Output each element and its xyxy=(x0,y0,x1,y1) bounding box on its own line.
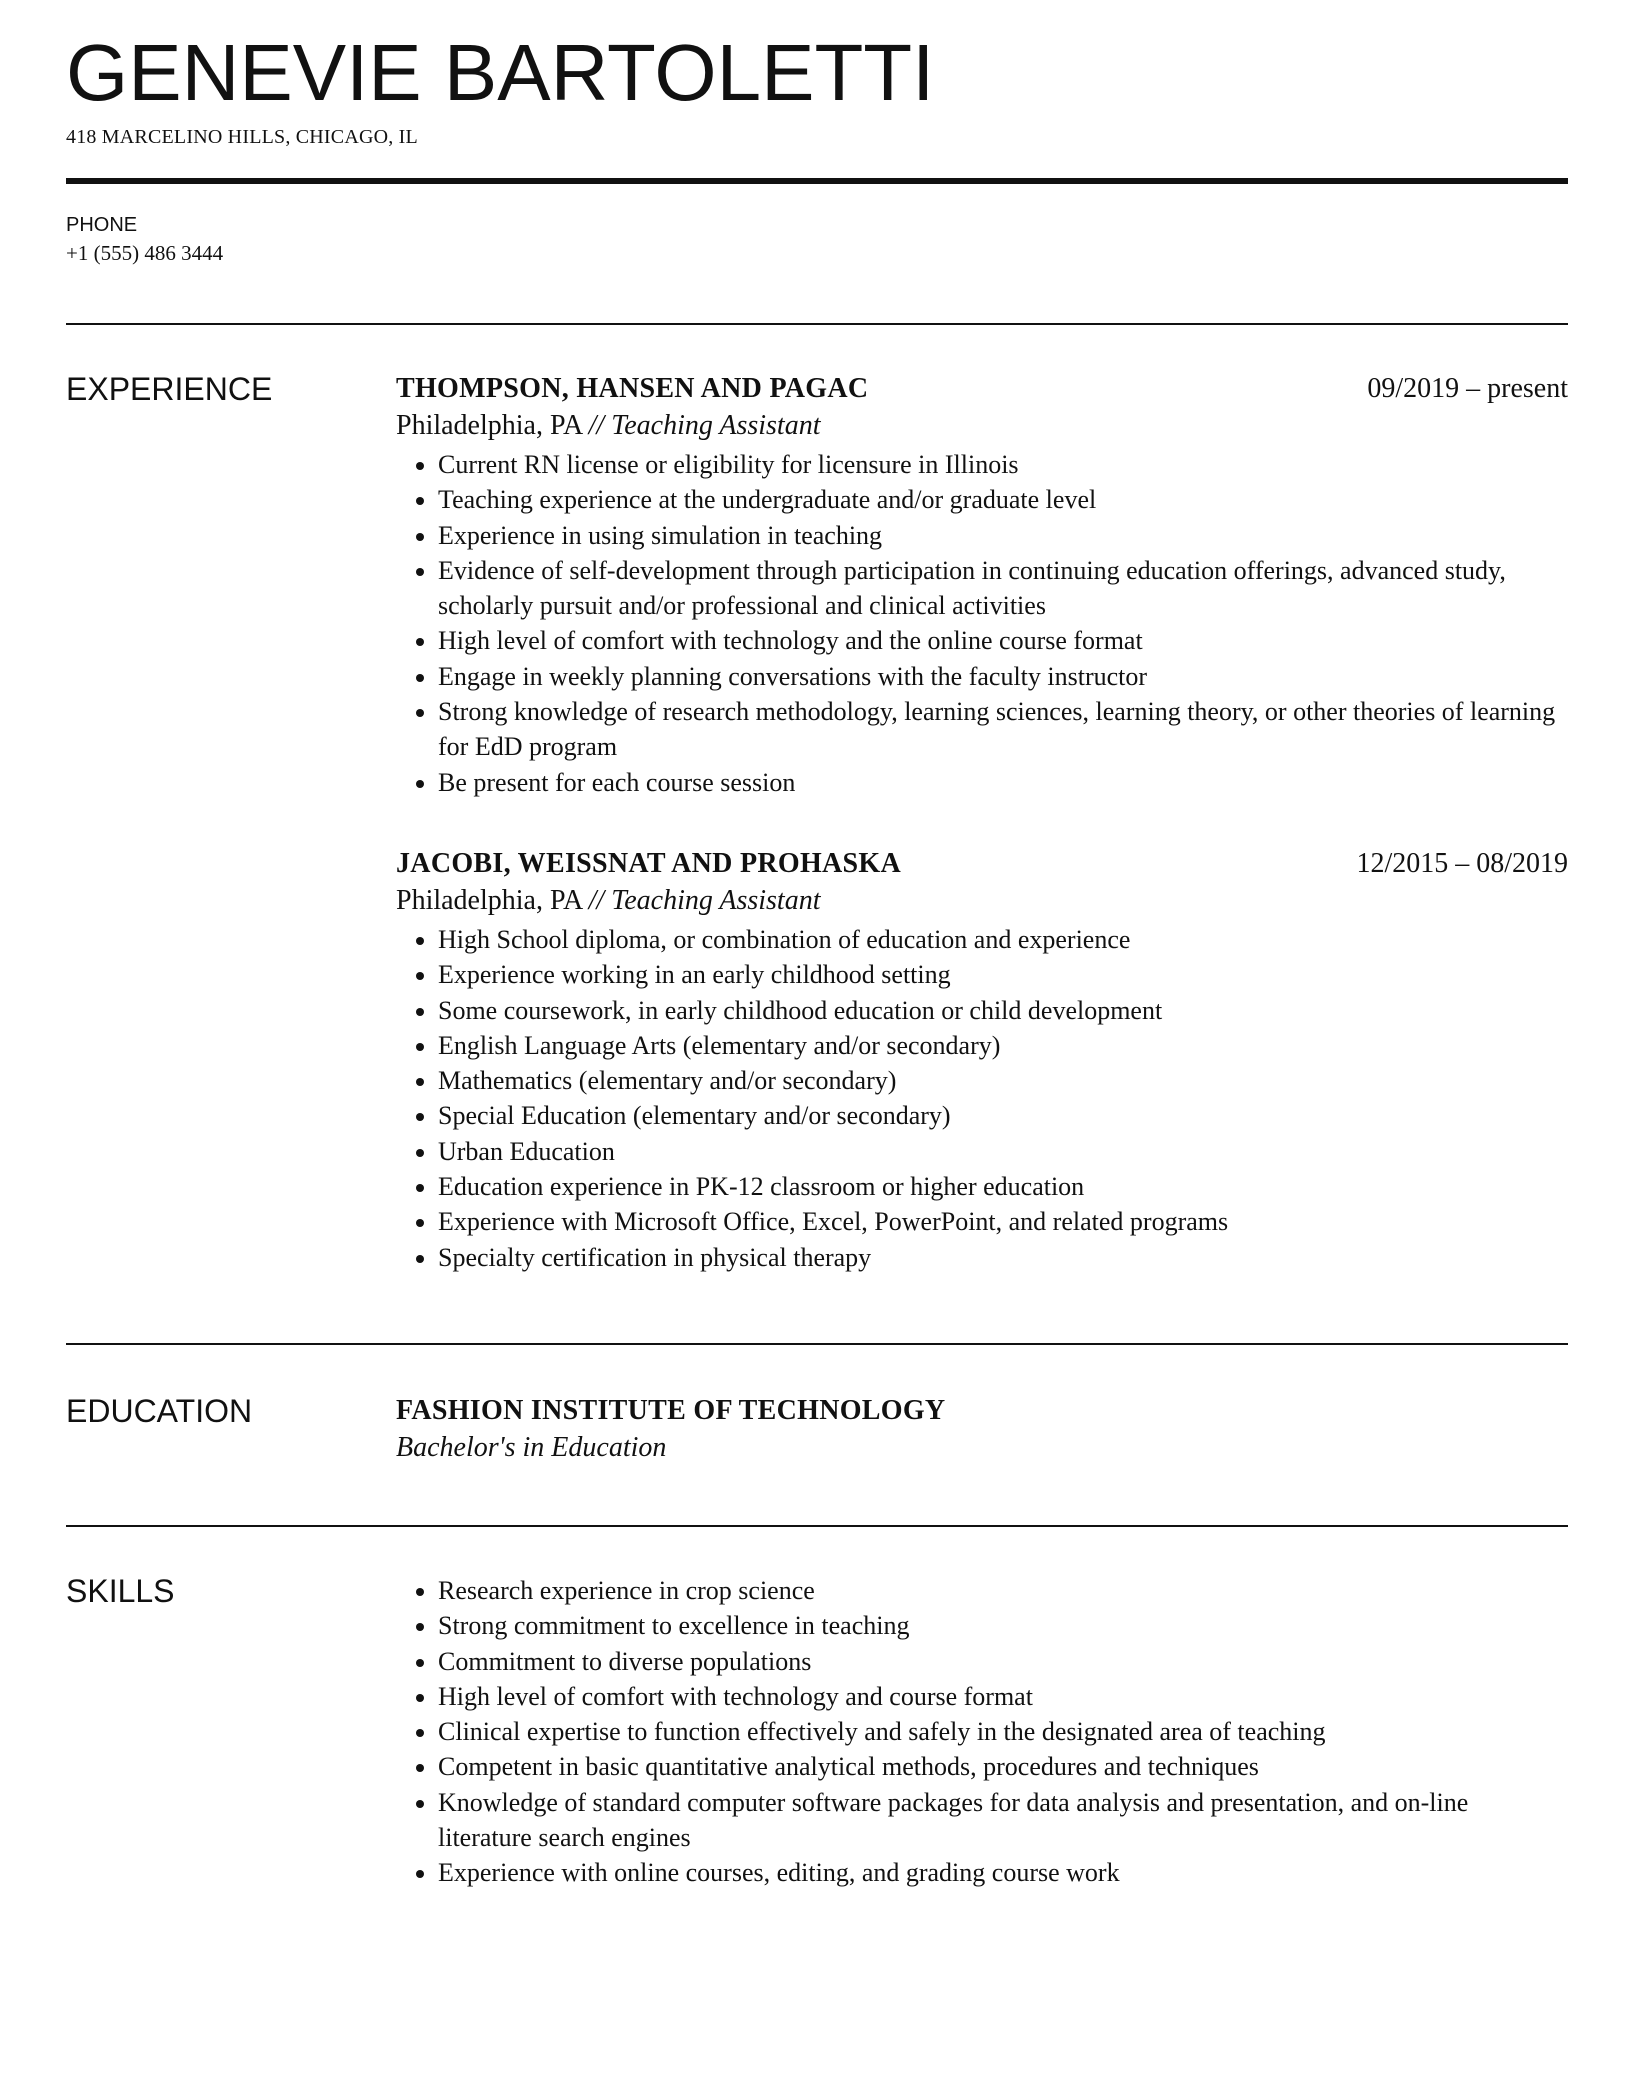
list-item: • Knowledge of standard computer software packages for data analysis and presentation, and on-line literature search engines xyxy=(438,1785,1568,1856)
job-role: Teaching Assistant xyxy=(611,410,821,441)
job-header xyxy=(396,846,1568,882)
education-section xyxy=(66,1393,1568,1467)
candidate-address: 418 MARCELINO HILLS, CHICAGO, IL xyxy=(66,126,418,148)
job-location: Philadelphia, PA xyxy=(396,884,582,916)
job-dates: 12/2015 – 08/2019 xyxy=(1356,847,1568,879)
job-separator: // xyxy=(588,884,605,916)
job-entry xyxy=(396,846,1568,1275)
list-item: • Urban Education xyxy=(438,1134,1568,1169)
list-item: • Education experience in PK-12 classroom or higher education xyxy=(438,1169,1568,1204)
experience-body xyxy=(396,371,1568,1275)
job-bullets xyxy=(396,447,1568,800)
job-subline xyxy=(396,407,1568,445)
list-item: • High School diploma, or combination of education and experience xyxy=(438,922,1568,957)
list-item: • Experience with online courses, editing, and grading course work xyxy=(438,1855,1568,1890)
list-item: • High level of comfort with technology and the online course format xyxy=(438,623,1568,658)
list-item: • Clinical expertise to function effectively and safely in the designated area of teaching xyxy=(438,1714,1568,1749)
experience-section xyxy=(66,371,1568,1275)
skills-body xyxy=(396,1573,1568,1891)
list-item: • Research experience in crop science xyxy=(438,1573,1568,1608)
job-company: THOMPSON, HANSEN AND PAGAC xyxy=(396,373,869,404)
list-item: • Special Education (elementary and/or secondary) xyxy=(438,1098,1568,1133)
job-company: JACOBI, WEISSNAT AND PROHASKA xyxy=(396,847,902,879)
list-item: • Experience in using simulation in teaching xyxy=(438,518,1568,553)
phone-label: PHONE xyxy=(66,214,138,236)
list-item: • Experience working in an early childhood setting xyxy=(438,957,1568,992)
list-item: • High level of comfort with technology and course format xyxy=(438,1679,1568,1714)
education-body xyxy=(396,1393,1568,1467)
list-item: • Mathematics (elementary and/or secondary) xyxy=(438,1063,1568,1098)
section-divider xyxy=(66,1525,1568,1527)
skills-section xyxy=(66,1573,1568,1891)
contact-block xyxy=(66,212,1568,268)
header-divider xyxy=(66,178,1568,184)
job-bullets xyxy=(396,922,1568,1275)
list-item: • Strong commitment to excellence in teaching xyxy=(438,1608,1568,1643)
job-separator: // xyxy=(588,410,605,441)
resume-page xyxy=(66,30,1568,1891)
degree-name: Bachelor's in Education xyxy=(396,1431,667,1463)
skills-title: SKILLS xyxy=(66,1572,175,1609)
job-location: Philadelphia, PA xyxy=(396,410,582,441)
experience-title: EXPERIENCE xyxy=(66,371,273,407)
list-item: • Strong knowledge of research methodology, learning sciences, learning theory, or other theories of learning for EdD program xyxy=(438,694,1568,765)
job-header xyxy=(396,371,1568,407)
list-item: • Teaching experience at the undergraduate and/or graduate level xyxy=(438,482,1568,517)
list-item: • Competent in basic quantitative analytical methods, procedures and techniques xyxy=(438,1749,1568,1784)
list-item: • Experience with Microsoft Office, Excel, PowerPoint, and related programs xyxy=(438,1204,1568,1239)
candidate-name: GENEVIE BARTOLETTI xyxy=(66,28,935,117)
skills-list xyxy=(396,1573,1568,1891)
job-subline xyxy=(396,882,1568,920)
list-item: • Some coursework, in early childhood education or child development xyxy=(438,993,1568,1028)
phone-value: +1 (555) 486 3444 xyxy=(66,241,224,265)
list-item: • Engage in weekly planning conversations with the faculty instructor xyxy=(438,659,1568,694)
job-dates: 09/2019 – present xyxy=(1367,373,1568,404)
list-item: • Current RN license or eligibility for licensure in Illinois xyxy=(438,447,1568,482)
list-item: • Evidence of self-development through participation in continuing education offerings, advanced study, scholarly pursuit and/or professional and clinical activities xyxy=(438,553,1568,624)
section-divider xyxy=(66,1343,1568,1345)
job-entry xyxy=(396,371,1568,800)
section-divider xyxy=(66,323,1568,325)
school-name: FASHION INSTITUTE OF TECHNOLOGY xyxy=(396,1394,946,1426)
education-title: EDUCATION xyxy=(66,1392,253,1429)
list-item: • Be present for each course session xyxy=(438,765,1568,800)
job-role: Teaching Assistant xyxy=(611,884,821,916)
list-item: • Specialty certification in physical therapy xyxy=(438,1240,1568,1275)
list-item: • Commitment to diverse populations xyxy=(438,1644,1568,1679)
list-item: • English Language Arts (elementary and/or secondary) xyxy=(438,1028,1568,1063)
